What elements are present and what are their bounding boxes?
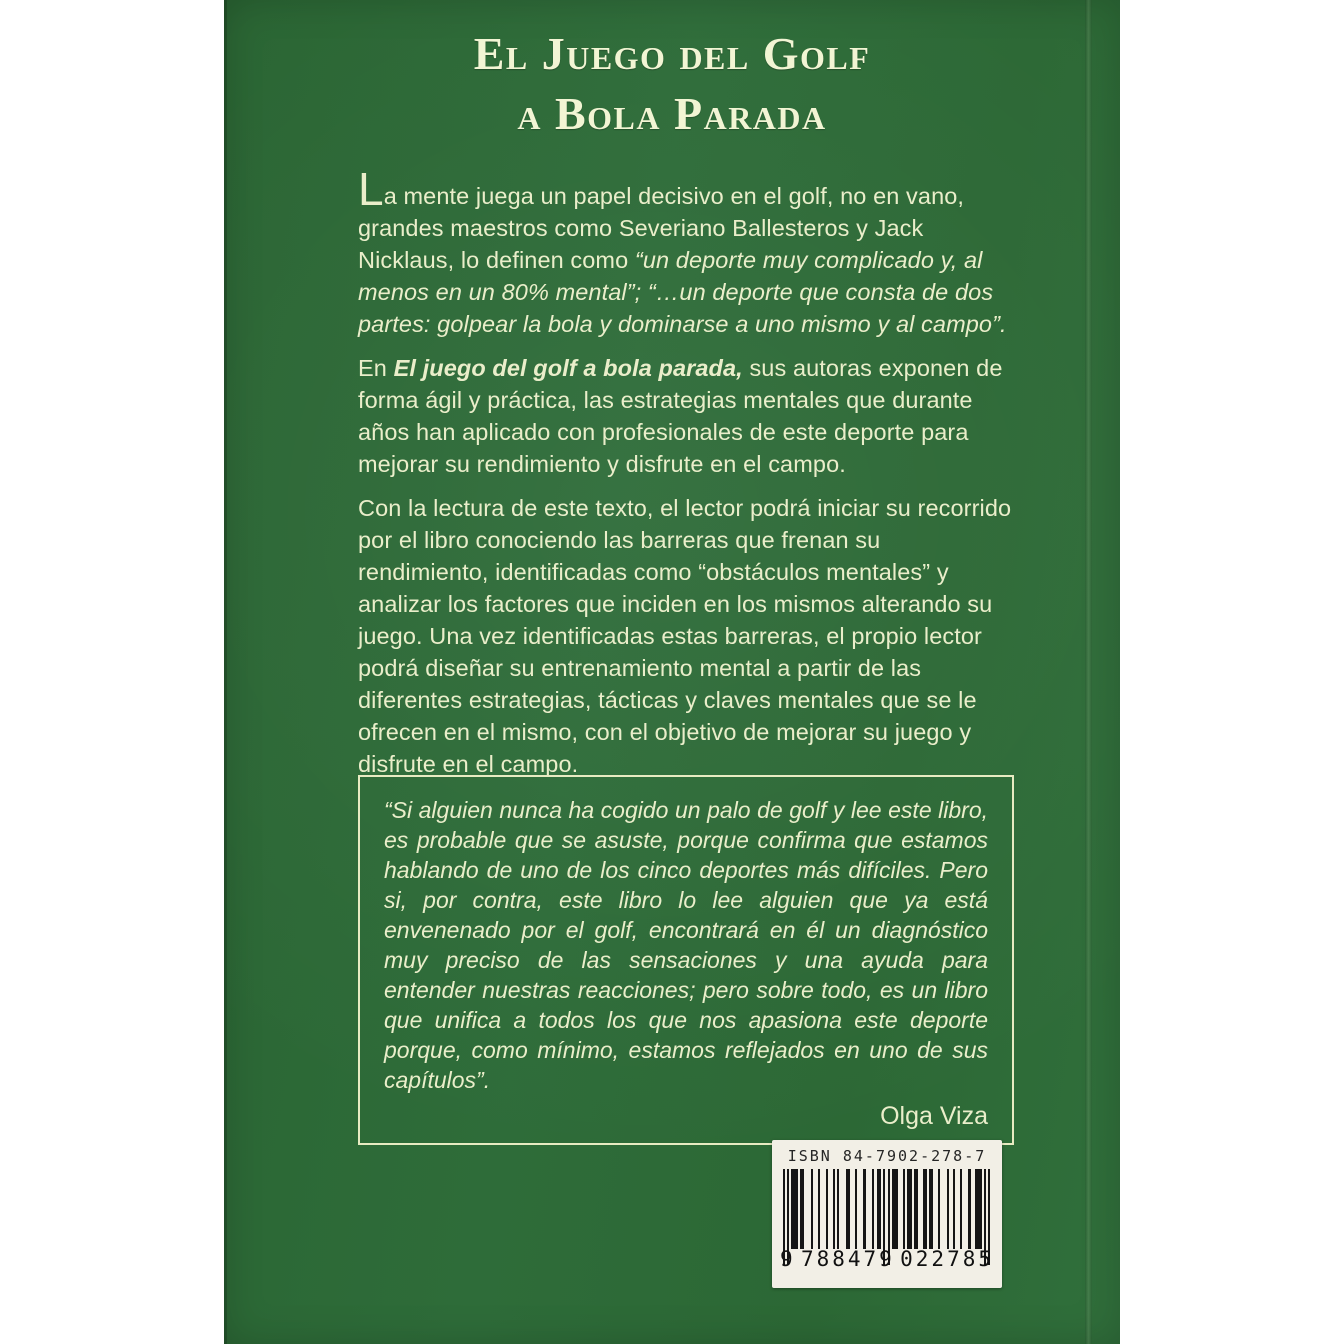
paragraph-3: Con la lectura de este texto, el lector podrá iniciar su recorrido por el libro conociendo las barreras que frenan su rendimiento, identificadas como “obstáculos mentales” y analizar los factores que inciden en los mismos alterando su juego. Una vez identificadas estas barreras, el propio lector podrá diseñar su entrenamiento mental a partir de las diferentes estrategias, tácticas y claves mentales que se le ofrecen en el mismo, con el objetivo de mejorar su juego y disfrute en el campo. xyxy=(358,495,1012,777)
barcode-digit-lead: 9 xyxy=(780,1247,796,1271)
title-line-1: El Juego del Golf xyxy=(473,28,871,79)
title-line-2: a Bola Parada xyxy=(517,88,827,139)
review-quote-text: “Si alguien nunca ha cogido un palo de golf y lee este libro, es probable que se asuste, porque confirma que estamos hablando de uno de los cinco deportes más difíciles. Pero si, por contra, este libro lo lee alguien que ya está envenenado por el golf, encontrará en él un diagnóstico muy preciso de las sensaciones y una ayuda para entender nuestras reacciones; pero sobre todo, es un libro que unifica a todos los que nos apasiona este deporte porque, como mínimo, estamos reflejados en uno de sus capítulos”. xyxy=(384,797,988,1093)
paragraph-1 xyxy=(358,163,1012,340)
barcode-digits xyxy=(776,1247,998,1271)
book-title xyxy=(224,0,1120,144)
paragraph-2-book-title: El juego del golf a bola parada, xyxy=(393,355,743,381)
isbn-text: ISBN 84-7902-278-7 xyxy=(787,1147,987,1165)
synopsis xyxy=(358,163,1012,780)
paragraph-1-quote: “un deporte muy complicado y, al menos en un 80% mental”; “…un deporte que consta de dos partes: golpear la bola y dominarse a uno mismo y al campo”. xyxy=(358,247,1007,337)
paragraph-2 xyxy=(358,352,1012,480)
book-back-cover xyxy=(224,0,1120,1344)
paragraph-1-normal: a mente juega un papel decisivo en el golf, no en vano, grandes maestros como Severiano Ballesteros y Jack Nicklaus, lo definen como xyxy=(358,183,965,273)
barcode-label xyxy=(772,1140,1002,1288)
paragraph-2-prefix: En xyxy=(358,355,394,381)
paragraph-2-rest: sus autoras exponen de forma ágil y práctica, las estrategias mentales que durante años han aplicado con profesionales de este deporte para mejorar su rendimiento y disfrute en el campo. xyxy=(358,355,1003,477)
barcode-digits-group-2: 022785 xyxy=(900,1247,994,1271)
review-quote-attribution: Olga Viza xyxy=(880,1102,988,1130)
dropcap-letter: L xyxy=(358,163,384,215)
barcode-digits-group-1: 788479 xyxy=(800,1247,895,1271)
review-quote-box xyxy=(358,775,1014,1145)
